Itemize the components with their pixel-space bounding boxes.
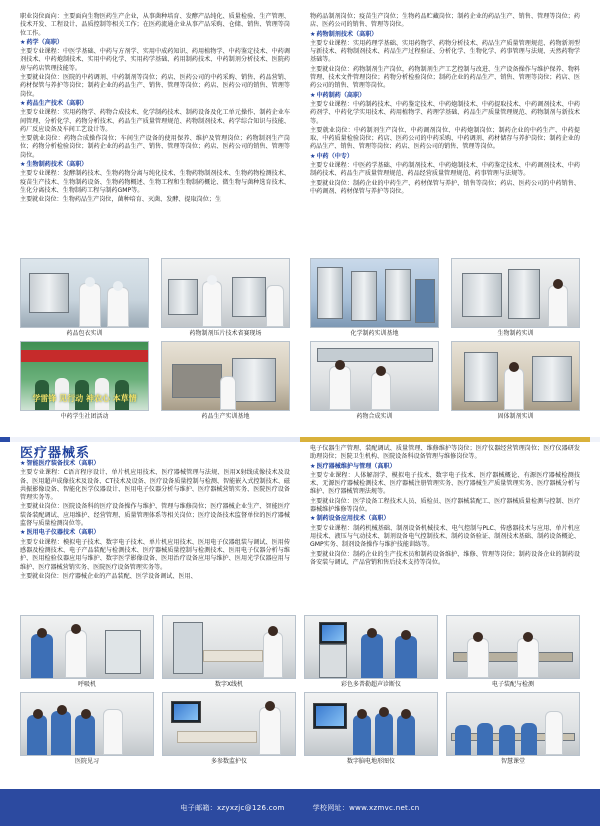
photo-card [446,692,580,766]
website-contact [313,803,420,813]
photo-caption: 中药学生社团活动 [60,413,109,420]
email-link[interactable]: xzyxzjc@126.com [216,803,285,812]
medical-programs-left [20,460,290,582]
photo-caption: 电子装配与检测 [491,681,534,688]
coating-lab-photo [20,258,149,328]
program-title-medical-electronics: ★医用电子仪器技术（高职） [20,529,100,537]
photo-card [162,692,296,766]
photo-card [304,692,438,766]
contact-footer [0,789,600,826]
star-icon: ★ [310,30,316,38]
program-title-tcm-secondary: ★中药（中专） [310,152,354,160]
photo-caption: 医院见习 [74,758,99,765]
star-icon: ★ [20,161,26,169]
photo-caption: 多参数监护仪 [210,758,247,765]
program-jobs: 主要就业岗位：医院设备科的医疗设备操作与维护、管理与维修岗位；医疗器械企业生产、智能医疗装备装配调试、应用维护、经营管理、质量管理体系等相关岗位；医疗设备技术监督单位的医疗器械监督与质量检测岗位等。 [20,503,290,528]
program-title-formulation: ★药物制剂技术（高职） [310,30,378,38]
photo-caption: 数字X线机 [214,681,244,688]
program-courses: 主要专业课程：中医药学基础、中药制剂技术、中药炮制技术、中药鉴定技术、中药调剂技术、中药制药技术、药品生产质量管理规范、药品经营质量管理规范、药事管理与法规等。 [310,162,580,178]
pharmacy-programs-right [310,13,580,197]
continued-text: 电子仪器生产管理、装配调试、质量管理、维修维护等岗位；医疗仪器经营管理岗位；医疗仪器研发助理岗位；医院卫生机构、医院设备科设备管理与维修岗位等。 [310,445,580,461]
program-courses: 主要专业课程：C语言程序设计、单片机应用技术、医疗器械管理与法规、医用X射线成像技术及设备、医用超声成像技术及设备、CT技术及设备、医疗设备质量控制与检测、智能嵌入式控制技术、磁共振影像设备、智能化医学仪器设计、医用电子仪器分析与维护、医疗器械营销实务、医院医疗设备管理实务等。 [20,469,291,502]
photo-caption: 彩色多普勒超声诊断仪 [340,681,401,688]
photo-caption: 智慧课堂 [500,758,525,765]
department-heading: 医疗器械系 [20,446,91,461]
program-jobs: 主要就业岗位：医学设备工程技术人员、质检员、医疗器械装配工、医疗器械质量检测与控制、医疗器械维护维修等岗位。 [310,497,580,514]
star-icon: ★ [20,38,26,46]
star-icon: ★ [20,460,26,467]
photo-card [304,615,438,689]
photo-card [20,615,154,689]
photo-card [310,258,439,338]
program-courses: 主要专业课程：人体解剖学、模拟电子技术、数字电子技术、医疗器械概论、有源医疗器械检测技术、无源医疗器械检测技术、医疗器械注册管理实务、医疗器械生产质量管理实务、医疗器械分析与维护、医疗器械管理法规等。 [310,471,580,496]
chem-lab-photo [310,258,439,328]
program-courses: 主要专业课程：中医学基础、中药与方剂学、实用中成药知识、药用植物学、中药鉴定技术、中药调剂技术、中药炮制技术、实用中药化学、实用药学基础、药用制药技术、中药制剂分析技术、医院药房与药店管理技能等。 [20,48,290,72]
pharmacy-programs-left [20,13,290,206]
program-courses: 主要专业课程：中药制药技术、中药鉴定技术、中药炮制技术、中药提取技术、中药调剂技术、中药药剂学、中药化学实用技术、药用植物学、药理学基础、药品生产质量管理规范、药物制剂与新技术等。 [310,100,580,125]
program-courses: 主要专业课程：发酵制药技术、生物药物分离与纯化技术、生物药物制剂技术、生物药物检测技术、疫苗生产技术、生物制药设备、生物药物概述、生物工程和生物制药概论、微生物与菌种选育技术、生化分离技术、生物制药工程与制药GMP等。 [20,170,290,194]
star-icon: ★ [310,91,316,99]
photo-grid-pharmacy-left [20,258,290,421]
program-title-pharma-equipment: ★制药设备应用技术（高职） [310,515,390,523]
photo-card [310,341,439,421]
program-jobs: 主要就业岗位：医院的中药调剂、中药制剂等岗位；药店、医药公司的中药采购、销售、药品营销、药材保管与养护等岗位；制药企业的药品生产、销售、管理等岗位；药店、医药公司的销售、管理等岗位。 [20,74,290,98]
program-title-device-maintenance: ★医疗器械维护与管理（高职） [310,462,396,470]
hospital-photo [20,692,154,756]
photo-card [20,258,149,338]
program-jobs: 主要就业岗位：中药制剂生产岗位、中药调剂岗位、中药炮制岗位；制药企业的中药生产、中药提取、中药质量检验岗位；药店、医药公司的中药采购、中药调剂、药材储存与养护岗位；制药企业的药品生产、销售、管理等岗位；药店、医药公司的销售、管理等岗位。 [310,126,580,151]
photo-caption: 药品生产实训基地 [201,413,250,420]
photo-caption: 呼吸机 [77,681,96,688]
photo-caption: 药物合成实训 [356,413,393,420]
photo-card [161,258,290,338]
photo-card [20,692,154,766]
photo-card [161,341,290,421]
photo-caption: 药品包衣实训 [66,330,103,337]
program-courses: 主要专业课程：实用药理学基础、实用药物学、药物分析技术、药品生产质量管理规范、药物新剂型与新技术、药物制剂技术、药品生产过程验证、分析化学、生物化学、药事管理与法规、天然药物学基础等。 [310,39,580,64]
photo-card [20,341,149,421]
program-title-pharmacy: ★药学（高职） [20,38,64,46]
email-label: 电子邮箱： [180,803,217,812]
classroom-photo [446,692,580,756]
assembly-photo [446,615,580,679]
program-title-drug-production: ★药品生产技术（高职） [20,99,88,107]
divider-accent-right [300,437,590,442]
divider-accent-left [0,437,10,442]
program-jobs: 主要就业岗位：药物制剂生产岗位，药物制剂生产工艺控制与改进、生产设备操作与维护保养、物料管理、技术文件管理岗位；药物分析检验岗位；制药企业的药品生产、销售、管理等岗位；药店、医药公司的销售、管理等岗位。 [310,65,580,90]
star-icon: ★ [20,529,26,537]
medical-programs-right [310,445,580,568]
solid-dosage-photo [451,341,580,411]
program-title-smart-medical: ★智能医疗装备技术（高职） [20,460,100,467]
website-label: 学校网址： [312,803,350,812]
star-icon: ★ [20,99,26,107]
photo-caption: 固体制剂实训 [497,413,534,420]
photo-card [451,341,580,421]
star-icon: ★ [310,515,316,523]
website-link[interactable]: www.xzmvc.net.cn [349,803,420,812]
photo-card [446,615,580,689]
eeg-photo [304,692,438,756]
intro-text: 职业岗位面向：主要面向生物医药生产企业，从事菌种培育、发酵产品纯化、质量检验、生产管理、技术开发、工程设计、品质控制等相关工作；在医药流通企业从事产品采购、仓储、销售、管理等岗位工作。 [20,13,290,37]
program-jobs: 主要就业岗位：制药企业的生产技术员和制药设备维护、维修、管理等岗位；制药设备企业的制药设备安装与调试、产品营销和售后技术支持等岗位。 [310,550,580,566]
photo-card [162,615,296,689]
program-jobs: 主要就业岗位：药物合成操作岗位；车间生产设备的使用保养、维护及管理岗位；药物制剂生产岗位；药物分析检验岗位；制药企业的药品生产、销售、管理等岗位；药店、医药公司的销售、管理等岗位。 [20,135,290,159]
program-jobs: 主要就业岗位：医疗器械企业的产品装配、医学设备调试、医用、 [20,572,197,580]
program-courses: 主要专业课程：实用药物学、药物合成技术、化学制药技术、制药设备及化工单元操作、制药企业车间管理、分析化学、药物分析技术、药品生产质量管理规范、药物制剂技术、药学综合知识与技能、药厂反应设备及车间工艺设计等。 [20,109,290,133]
monitor-photo [162,692,296,756]
star-icon: ★ [310,152,316,160]
biopharma-photo [451,258,580,328]
production-base-photo [161,341,290,411]
student-club-photo [20,341,149,411]
photo-caption: 化学制药实训基地 [350,330,399,337]
synthesis-photo [310,341,439,411]
photo-caption: 数字脑电地形图仪 [346,758,395,765]
program-title-tcm-pharma: ★中药制药（高职） [310,91,366,99]
ultrasound-photo [304,615,438,679]
continued-text: 物药品制剂岗位；疫苗生产岗位；生物药品贮藏岗位；制药企业的药品生产、销售、管理等岗位；药店、医药公司的销售、管理等岗位。 [310,13,580,29]
tablet-press-photo [161,258,290,328]
photo-grid-pharmacy-right [310,258,580,421]
photo-caption: 生物制药实训 [497,330,534,337]
club-banner-text: 学雷锋 见行动 神农心 本草情 [32,394,137,403]
program-title-biopharma: ★生物制药技术（高职） [20,161,88,169]
photo-card [451,258,580,338]
photo-caption: 药物制剂压片技术省赛现场 [189,330,262,337]
photo-grid-medical [20,615,580,766]
ventilator-photo [20,615,154,679]
program-courses: 主要专业课程：模拟电子技术、数字电子技术、单片机应用技术、医用电子仪器组装与调试、医用传感器及检测技术、电子产品装配与检测技术、医疗器械质量控制与检测技术、医用电子仪器分析与维护、医用检验仪器应用与维护、数字医学影像设备、医用治疗设备应用与维护、医用光学仪器应用与维护、医疗器械营销实务、医院医疗设备管理实务等。 [20,538,290,571]
xray-photo [162,615,296,679]
star-icon: ★ [310,462,316,470]
email-contact [180,803,284,813]
program-jobs: 主要就业岗位：制药企业的中药生产、药材保管与养护、销售等岗位；药店、医药公司的中药销售、中药调剂、药材保管与养护等岗位。 [310,179,580,195]
program-courses: 主要专业课程：制药机械基础、制剂设备机械技术、电气控制与PLC、传感器技术与应用、单片机应用技术、液压与气动技术、制剂设备电气控制技术、制药设备验证、制剂技术基础、制药设备概论、GMP实务、制剂设备操作与维护技能训练等。 [310,524,580,549]
program-jobs: 主要就业岗位：生物药品生产岗位，菌种培育、灭菌、发酵、提取岗位；生 [20,196,222,204]
